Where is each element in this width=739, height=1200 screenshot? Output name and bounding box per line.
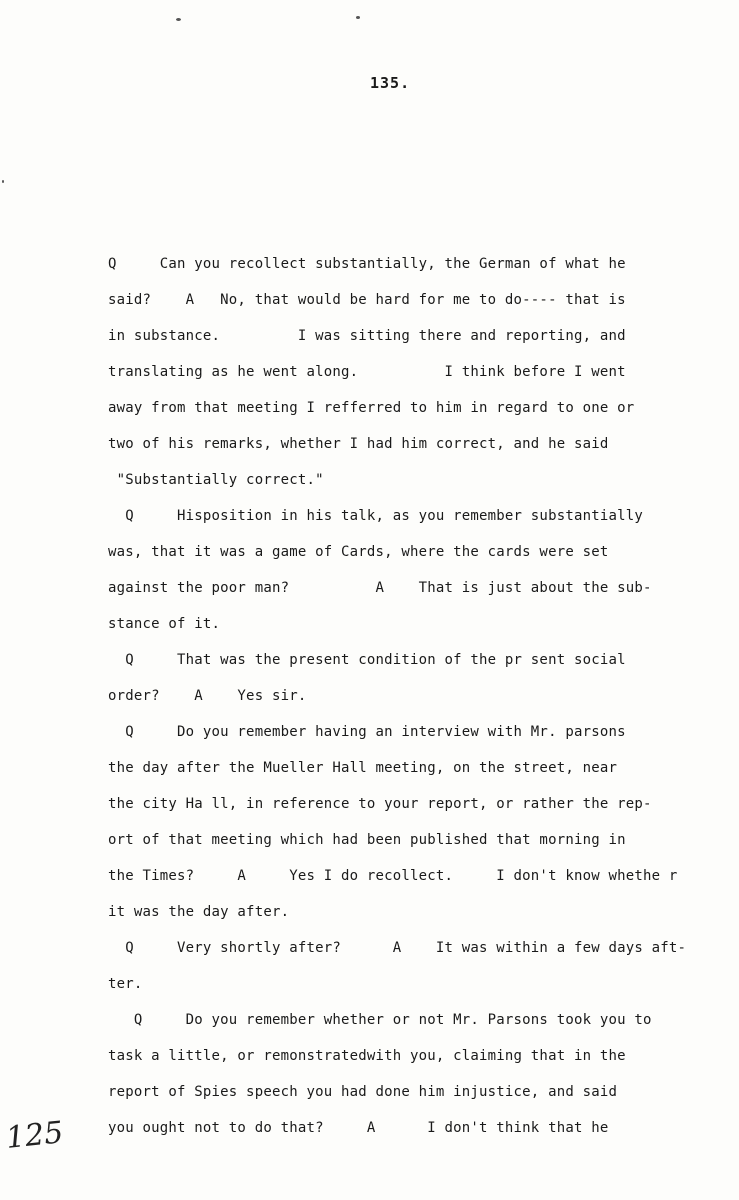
transcript-line: "Substantially correct."	[108, 472, 324, 488]
transcript-line: away from that meeting I refferred to him in regard to one or	[108, 400, 635, 416]
transcript-line: ort of that meeting which had been published that morning in	[108, 832, 626, 848]
transcript-line: Q Do you remember having an interview with Mr. parsons	[108, 724, 626, 740]
handwritten-margin-note: 125	[4, 1115, 65, 1156]
transcript-line: Q Can you recollect substantially, the German of what he	[108, 256, 626, 272]
transcript-line: Q Do you remember whether or not Mr. Parsons took you to	[108, 1012, 652, 1028]
transcript-line: order? A Yes sir.	[108, 688, 307, 704]
transcript-line: Q Hisposition in his talk, as you remember substantially	[108, 508, 643, 524]
transcript-line: ter.	[108, 976, 143, 992]
transcript-line: report of Spies speech you had done him injustice, and said	[108, 1084, 618, 1100]
transcript-line: was, that it was a game of Cards, where the cards were set	[108, 544, 609, 560]
transcript-line: two of his remarks, whether I had him correct, and he said	[108, 436, 609, 452]
page-number: 135.	[370, 74, 411, 92]
transcript-line: said? A No, that would be hard for me to do---- that is	[108, 292, 626, 308]
transcript-line: task a little, or remonstratedwith you, claiming that in the	[108, 1048, 626, 1064]
paper-speck	[176, 18, 181, 21]
transcript-line: the day after the Mueller Hall meeting, on the street, near	[108, 760, 618, 776]
transcript-line: Q That was the present condition of the pr sent social	[108, 652, 626, 668]
paper-speck	[356, 16, 360, 19]
transcript-line: the Times? A Yes I do recollect. I don't know whethe r	[108, 868, 678, 884]
transcript-line: in substance. I was sitting there and reporting, and	[108, 328, 626, 344]
paper-speck	[2, 180, 4, 183]
transcript-line: the city Ha ll, in reference to your report, or rather the rep-	[108, 796, 652, 812]
transcript-line: against the poor man? A That is just about the sub-	[108, 580, 652, 596]
transcript-line: stance of it.	[108, 616, 221, 632]
transcript-line: it was the day after.	[108, 904, 290, 920]
transcript-line: Q Very shortly after? A It was within a few days aft-	[108, 940, 687, 956]
transcript-line: you ought not to do that? A I don't think that he	[108, 1120, 609, 1136]
transcript-line: translating as he went along. I think before I went	[108, 364, 626, 380]
